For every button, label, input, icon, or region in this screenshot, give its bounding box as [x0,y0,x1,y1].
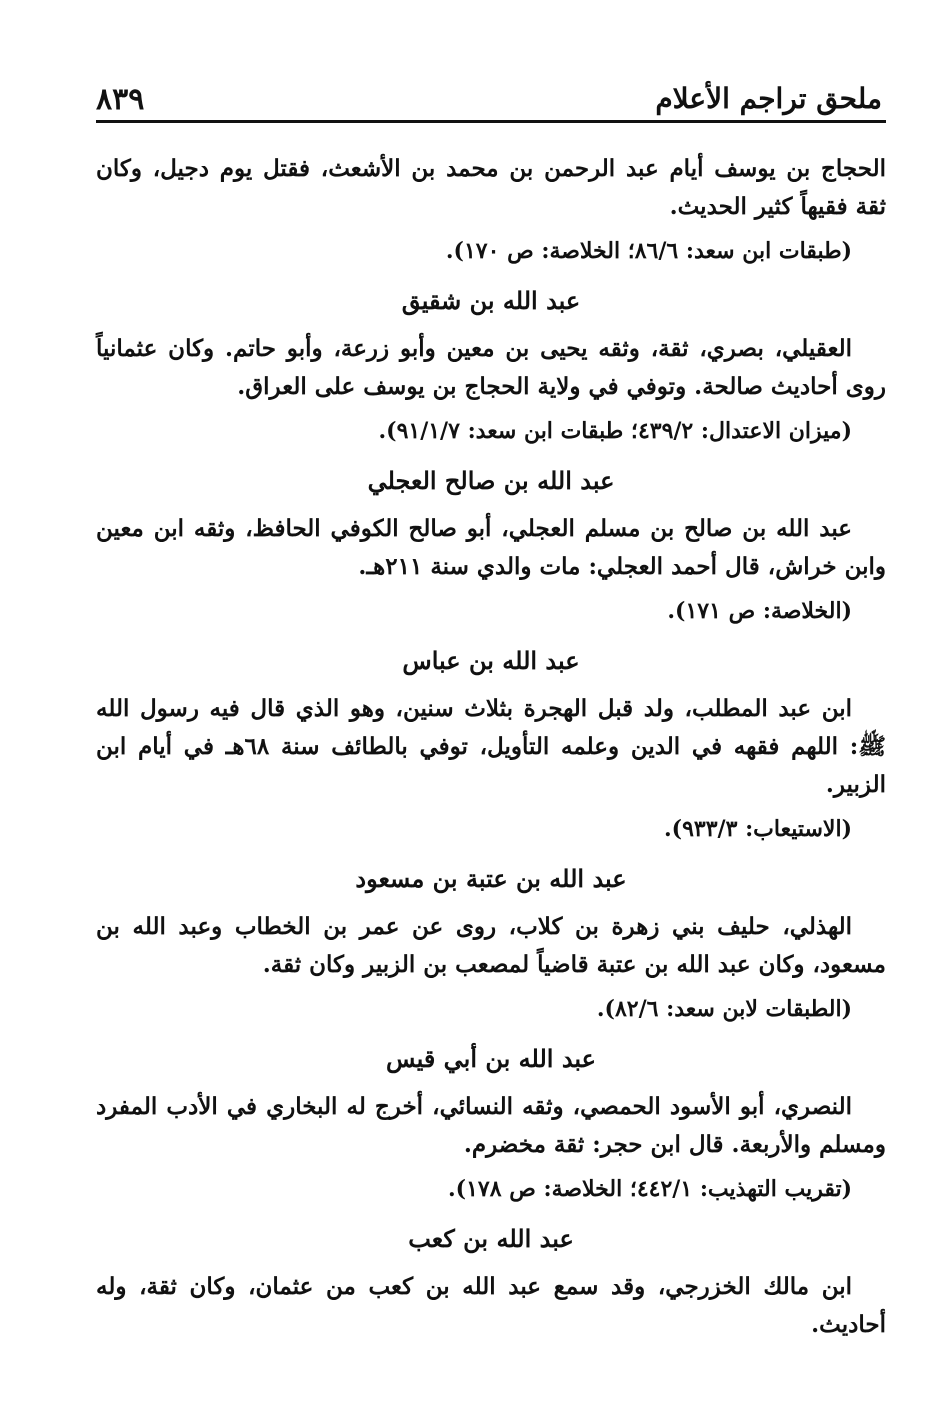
page-number: ٨٣٩ [96,82,145,117]
entry-text: العقيلي، بصري، ثقة، وثقه يحيى بن معين وأبو زرعة، وأبو حاتم. وكان عثمانياً روى أحاديث صالحة. وتوفي في ولاية الحجاج بن يوسف على العراق. [96,335,886,400]
biography-entry [96,282,886,450]
entry-text: النصري، أبو الأسود الحمصي، وثقه النسائي، أخرج له البخاري في الأدب المفرد ومسلم والأربعة. قال ابن حجر: ثقة مخضرم. [96,1093,886,1158]
biography-entry [96,860,886,1028]
entry-source: (تقريب التهذيب: ٤٤٢/١؛ الخلاصة: ص ١٧٨). [448,1176,852,1202]
entry-title: عبد الله بن كعب [408,1224,574,1253]
biography-entry [96,1040,886,1208]
entry-title: عبد الله بن أبي قيس [386,1044,596,1073]
entry-text: ابن عبد المطلب، ولد قبل الهجرة بثلاث سنين، وهو الذي قال فيه رسول الله ﷺ: اللهم فقهه في الدين وعلمه التأويل، توفي بالطائف سنة ٦٨هـ في أيام ابن الزبير. [96,695,886,798]
biography-entry [96,1220,886,1344]
entry-title: عبد الله بن صالح العجلي [367,466,615,495]
entry-source: (الخلاصة: ص ١٧١). [667,598,852,624]
biography-entry [96,642,886,848]
entry-text: الهذلي، حليف بني زهرة بن كلاب، روى عن عمر بن الخطاب وعبد الله بن مسعود، وكان عبد الله بن عتبة قاضياً لمصعب بن الزبير وكان ثقة. [96,913,886,978]
running-header [96,78,886,123]
entry-title: عبد الله بن عباس [402,646,580,675]
biography-entry [96,462,886,630]
continued-entry [96,150,886,270]
entry-source: (طبقات ابن سعد: ٨٦/٦؛ الخلاصة: ص ١٧٠). [445,238,852,264]
entry-source: (الاستيعاب: ٩٣٣/٣). [664,816,852,842]
entry-source: (الطبقات لابن سعد: ٨٢/٦). [596,996,852,1022]
entry-source: (ميزان الاعتدال: ٤٣٩/٢؛ طبقات ابن سعد: ٩١/١/٧). [378,418,852,444]
entry-title: عبد الله بن عتبة بن مسعود [355,864,627,893]
running-title: ملحق تراجم الأعلام [655,82,882,115]
entry-text: الحجاج بن يوسف أيام عبد الرحمن بن محمد بن الأشعث، فقتل يوم دجيل، وكان ثقة فقيهاً كثير الحديث. [96,155,886,220]
page-content [96,150,886,1344]
entry-text: ابن مالك الخزرجي، وقد سمع عبد الله بن كعب من عثمان، وكان ثقة، وله أحاديث. [96,1273,886,1338]
entry-title: عبد الله بن شقيق [401,286,581,315]
entry-text: عبد الله بن صالح بن مسلم العجلي، أبو صالح الكوفي الحافظ، وثقه ابن معين وابن خراش، قال أحمد العجلي: مات والدي سنة ٢١١هـ. [96,515,886,580]
